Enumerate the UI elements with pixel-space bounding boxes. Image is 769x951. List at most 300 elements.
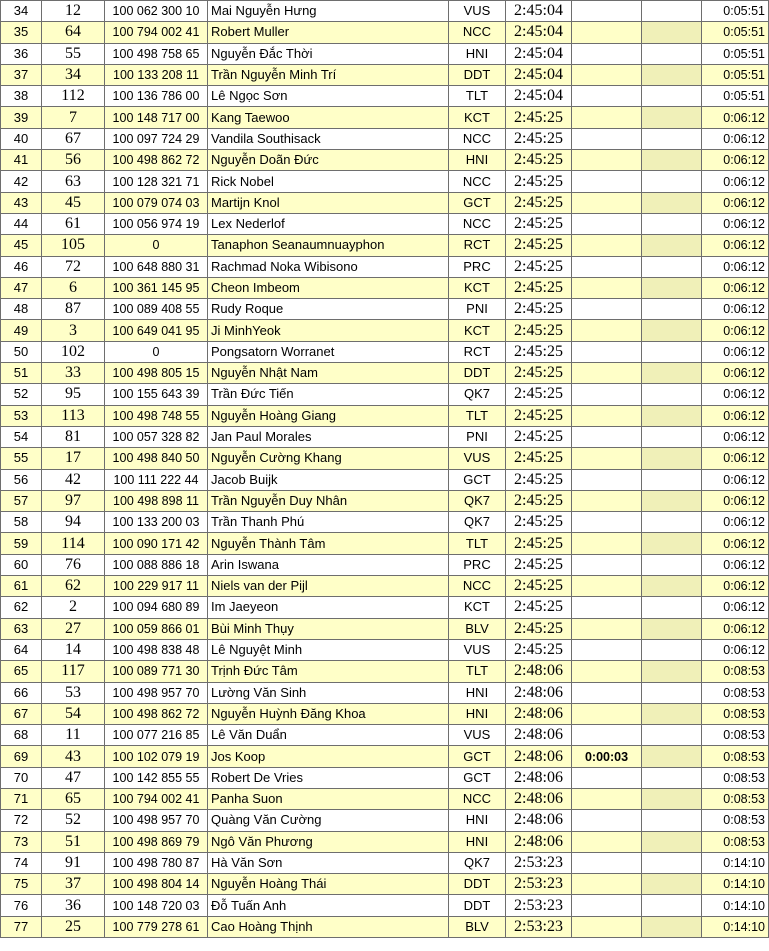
time-gap-cell: 0:06:12 [702,256,769,277]
team-code-cell: RCT [449,235,506,256]
finish-time-cell: 2:45:25 [506,320,572,341]
empty-cell [642,554,702,575]
empty-cell [642,150,702,171]
uci-id-cell: 100 077 216 85 [105,725,208,746]
uci-id-cell: 100 089 408 55 [105,299,208,320]
uci-id-cell: 100 498 898 11 [105,490,208,511]
team-code-cell: NCC [449,576,506,597]
rider-name-cell: Nguyễn Cường Khang [208,448,449,469]
table-row [1,554,769,575]
rider-name-cell: Lex Nederlof [208,213,449,234]
rider-name-cell: Jacob Buijk [208,469,449,490]
empty-cell [642,22,702,43]
bib-cell: 52 [42,810,105,831]
empty-cell [642,490,702,511]
finish-time-cell: 2:45:25 [506,618,572,639]
empty-cell [642,107,702,128]
uci-id-cell: 100 097 724 29 [105,128,208,149]
rank-cell: 48 [1,299,42,320]
team-code-cell: DDT [449,895,506,916]
uci-id-cell: 100 229 917 11 [105,576,208,597]
uci-id-cell: 100 079 074 03 [105,192,208,213]
bib-cell: 47 [42,767,105,788]
rank-cell: 74 [1,852,42,873]
table-row [1,107,769,128]
table-row [1,405,769,426]
bonus-time-cell [572,512,642,533]
empty-cell [642,661,702,682]
bonus-time-cell [572,405,642,426]
time-gap-cell: 0:06:12 [702,597,769,618]
rider-name-cell: Trần Nguyễn Duy Nhân [208,490,449,511]
time-gap-cell: 0:08:53 [702,810,769,831]
rider-name-cell: Nguyễn Thành Tâm [208,533,449,554]
uci-id-cell: 100 648 880 31 [105,256,208,277]
uci-id-cell: 100 128 321 71 [105,171,208,192]
table-row [1,810,769,831]
finish-time-cell: 2:45:25 [506,192,572,213]
uci-id-cell: 100 498 805 15 [105,363,208,384]
rank-cell: 50 [1,341,42,362]
empty-cell [642,405,702,426]
table-row [1,746,769,767]
time-gap-cell: 0:06:12 [702,192,769,213]
rider-name-cell: Nguyễn Nhật Nam [208,363,449,384]
empty-cell [642,86,702,107]
time-gap-cell: 0:06:12 [702,363,769,384]
time-gap-cell: 0:06:12 [702,341,769,362]
time-gap-cell: 0:14:10 [702,874,769,895]
finish-time-cell: 2:48:06 [506,746,572,767]
empty-cell [642,788,702,809]
time-gap-cell: 0:08:53 [702,703,769,724]
table-row [1,22,769,43]
bib-cell: 91 [42,852,105,873]
uci-id-cell: 100 090 171 42 [105,533,208,554]
time-gap-cell: 0:05:51 [702,64,769,85]
rank-cell: 67 [1,703,42,724]
results-body [1,1,769,938]
bib-cell: 97 [42,490,105,511]
time-gap-cell: 0:06:12 [702,171,769,192]
table-row [1,852,769,873]
team-code-cell: TLT [449,405,506,426]
team-code-cell: NCC [449,213,506,234]
bonus-time-cell [572,86,642,107]
bib-cell: 6 [42,277,105,298]
time-gap-cell: 0:08:53 [702,767,769,788]
rank-cell: 39 [1,107,42,128]
team-code-cell: GCT [449,192,506,213]
finish-time-cell: 2:45:04 [506,1,572,22]
team-code-cell: VUS [449,639,506,660]
time-gap-cell: 0:14:10 [702,916,769,937]
finish-time-cell: 2:45:25 [506,597,572,618]
rider-name-cell: Rick Nobel [208,171,449,192]
table-row [1,213,769,234]
table-row [1,128,769,149]
bonus-time-cell [572,448,642,469]
uci-id-cell: 100 148 717 00 [105,107,208,128]
table-row [1,703,769,724]
bonus-time-cell [572,597,642,618]
finish-time-cell: 2:45:25 [506,448,572,469]
bib-cell: 76 [42,554,105,575]
uci-id-cell: 100 779 278 61 [105,916,208,937]
rank-cell: 57 [1,490,42,511]
finish-time-cell: 2:45:25 [506,171,572,192]
table-row [1,256,769,277]
rank-cell: 51 [1,363,42,384]
table-row [1,490,769,511]
team-code-cell: HNI [449,703,506,724]
bonus-time-cell: 0:00:03 [572,746,642,767]
empty-cell [642,128,702,149]
bib-cell: 3 [42,320,105,341]
rank-cell: 55 [1,448,42,469]
bib-cell: 37 [42,874,105,895]
rank-cell: 38 [1,86,42,107]
uci-id-cell: 100 498 780 87 [105,852,208,873]
bib-cell: 62 [42,576,105,597]
bib-cell: 42 [42,469,105,490]
finish-time-cell: 2:45:25 [506,576,572,597]
team-code-cell: GCT [449,746,506,767]
empty-cell [642,682,702,703]
uci-id-cell: 100 057 328 82 [105,426,208,447]
finish-time-cell: 2:48:06 [506,810,572,831]
table-row [1,299,769,320]
bib-cell: 14 [42,639,105,660]
team-code-cell: DDT [449,64,506,85]
bib-cell: 17 [42,448,105,469]
bonus-time-cell [572,916,642,937]
table-row [1,150,769,171]
bonus-time-cell [572,810,642,831]
rank-cell: 60 [1,554,42,575]
empty-cell [642,448,702,469]
rank-cell: 44 [1,213,42,234]
uci-id-cell: 100 498 957 70 [105,810,208,831]
finish-time-cell: 2:53:23 [506,916,572,937]
finish-time-cell: 2:45:25 [506,363,572,384]
empty-cell [642,64,702,85]
time-gap-cell: 0:06:12 [702,448,769,469]
rider-name-cell: Cao Hoàng Thịnh [208,916,449,937]
uci-id-cell: 0 [105,341,208,362]
finish-time-cell: 2:45:25 [506,490,572,511]
bib-cell: 105 [42,235,105,256]
time-gap-cell: 0:05:51 [702,1,769,22]
bonus-time-cell [572,150,642,171]
bonus-time-cell [572,831,642,852]
table-row [1,426,769,447]
uci-id-cell: 100 148 720 03 [105,895,208,916]
table-row [1,576,769,597]
rank-cell: 47 [1,277,42,298]
rank-cell: 73 [1,831,42,852]
bonus-time-cell [572,788,642,809]
rider-name-cell: Rachmad Noka Wibisono [208,256,449,277]
finish-time-cell: 2:45:25 [506,150,572,171]
bib-cell: 2 [42,597,105,618]
bonus-time-cell [572,64,642,85]
table-row [1,618,769,639]
finish-time-cell: 2:53:23 [506,852,572,873]
bonus-time-cell [572,426,642,447]
rank-cell: 46 [1,256,42,277]
rider-name-cell: Nguyễn Doãn Đức [208,150,449,171]
bonus-time-cell [572,895,642,916]
table-row [1,916,769,937]
time-gap-cell: 0:05:51 [702,86,769,107]
time-gap-cell: 0:06:12 [702,469,769,490]
bib-cell: 51 [42,831,105,852]
table-row [1,448,769,469]
bonus-time-cell [572,22,642,43]
rank-cell: 52 [1,384,42,405]
team-code-cell: DDT [449,363,506,384]
rank-cell: 53 [1,405,42,426]
rider-name-cell: Nguyễn Hoàng Thái [208,874,449,895]
uci-id-cell: 100 088 886 18 [105,554,208,575]
table-row [1,895,769,916]
bonus-time-cell [572,213,642,234]
rider-name-cell: Vandila Southisack [208,128,449,149]
rider-name-cell: Trần Đức Tiến [208,384,449,405]
bib-cell: 95 [42,384,105,405]
rider-name-cell: Trần Thanh Phú [208,512,449,533]
rider-name-cell: Ji MinhYeok [208,320,449,341]
table-row [1,725,769,746]
finish-time-cell: 2:45:25 [506,256,572,277]
rank-cell: 41 [1,150,42,171]
rider-name-cell: Ngô Văn Phương [208,831,449,852]
time-gap-cell: 0:14:10 [702,895,769,916]
rider-name-cell: Lê Văn Duẩn [208,725,449,746]
empty-cell [642,533,702,554]
table-row [1,171,769,192]
team-code-cell: TLT [449,86,506,107]
team-code-cell: PNI [449,299,506,320]
finish-time-cell: 2:45:04 [506,64,572,85]
team-code-cell: QK7 [449,852,506,873]
finish-time-cell: 2:53:23 [506,895,572,916]
time-gap-cell: 0:08:53 [702,746,769,767]
team-code-cell: HNI [449,831,506,852]
empty-cell [642,192,702,213]
finish-time-cell: 2:45:25 [506,554,572,575]
empty-cell [642,256,702,277]
time-gap-cell: 0:06:12 [702,213,769,234]
table-row [1,767,769,788]
team-code-cell: QK7 [449,490,506,511]
bonus-time-cell [572,256,642,277]
rank-cell: 71 [1,788,42,809]
table-row [1,682,769,703]
finish-time-cell: 2:45:25 [506,639,572,660]
bib-cell: 72 [42,256,105,277]
bonus-time-cell [572,725,642,746]
finish-time-cell: 2:45:25 [506,277,572,298]
finish-time-cell: 2:53:23 [506,874,572,895]
time-gap-cell: 0:06:12 [702,299,769,320]
rider-name-cell: Lường Văn Sinh [208,682,449,703]
bonus-time-cell [572,341,642,362]
bonus-time-cell [572,874,642,895]
bonus-time-cell [572,703,642,724]
uci-id-cell: 100 498 758 65 [105,43,208,64]
table-row [1,831,769,852]
rank-cell: 62 [1,597,42,618]
bib-cell: 55 [42,43,105,64]
time-gap-cell: 0:06:12 [702,618,769,639]
table-row [1,1,769,22]
bib-cell: 33 [42,363,105,384]
team-code-cell: PNI [449,426,506,447]
rider-name-cell: Arin Iswana [208,554,449,575]
rider-name-cell: Mai Nguyễn Hưng [208,1,449,22]
table-row [1,363,769,384]
rider-name-cell: Kang Taewoo [208,107,449,128]
rider-name-cell: Jos Koop [208,746,449,767]
uci-id-cell: 100 498 804 14 [105,874,208,895]
bib-cell: 114 [42,533,105,554]
rider-name-cell: Robert De Vries [208,767,449,788]
finish-time-cell: 2:45:25 [506,469,572,490]
rank-cell: 34 [1,1,42,22]
rank-cell: 40 [1,128,42,149]
table-row [1,43,769,64]
bib-cell: 34 [42,64,105,85]
team-code-cell: PRC [449,554,506,575]
finish-time-cell: 2:45:25 [506,235,572,256]
empty-cell [642,363,702,384]
rank-cell: 42 [1,171,42,192]
bib-cell: 81 [42,426,105,447]
rider-name-cell: Im Jaeyeon [208,597,449,618]
empty-cell [642,341,702,362]
rider-name-cell: Pongsatorn Worranet [208,341,449,362]
bib-cell: 63 [42,171,105,192]
rank-cell: 61 [1,576,42,597]
time-gap-cell: 0:08:53 [702,661,769,682]
table-row [1,533,769,554]
uci-id-cell: 100 056 974 19 [105,213,208,234]
bib-cell: 112 [42,86,105,107]
bib-cell: 64 [42,22,105,43]
finish-time-cell: 2:45:25 [506,533,572,554]
bonus-time-cell [572,384,642,405]
bib-cell: 27 [42,618,105,639]
time-gap-cell: 0:06:12 [702,107,769,128]
finish-time-cell: 2:45:04 [506,86,572,107]
finish-time-cell: 2:45:04 [506,43,572,64]
team-code-cell: KCT [449,320,506,341]
bib-cell: 7 [42,107,105,128]
rider-name-cell: Tanaphon Seanaumnuayphon [208,235,449,256]
uci-id-cell: 100 498 869 79 [105,831,208,852]
rank-cell: 54 [1,426,42,447]
table-row [1,277,769,298]
empty-cell [642,43,702,64]
bonus-time-cell [572,235,642,256]
uci-id-cell: 100 498 838 48 [105,639,208,660]
uci-id-cell: 100 498 957 70 [105,682,208,703]
rider-name-cell: Trần Nguyễn Minh Trí [208,64,449,85]
empty-cell [642,916,702,937]
rank-cell: 66 [1,682,42,703]
time-gap-cell: 0:14:10 [702,852,769,873]
empty-cell [642,746,702,767]
uci-id-cell: 100 498 862 72 [105,150,208,171]
bib-cell: 61 [42,213,105,234]
time-gap-cell: 0:08:53 [702,788,769,809]
finish-time-cell: 2:45:04 [506,22,572,43]
time-gap-cell: 0:06:12 [702,512,769,533]
team-code-cell: KCT [449,277,506,298]
finish-time-cell: 2:48:06 [506,788,572,809]
table-row [1,597,769,618]
bib-cell: 87 [42,299,105,320]
team-code-cell: VUS [449,1,506,22]
bonus-time-cell [572,639,642,660]
empty-cell [642,299,702,320]
rank-cell: 56 [1,469,42,490]
uci-id-cell: 100 059 866 01 [105,618,208,639]
team-code-cell: NCC [449,22,506,43]
empty-cell [642,469,702,490]
time-gap-cell: 0:06:12 [702,426,769,447]
time-gap-cell: 0:06:12 [702,554,769,575]
uci-id-cell: 100 155 643 39 [105,384,208,405]
bonus-time-cell [572,661,642,682]
empty-cell [642,639,702,660]
finish-time-cell: 2:48:06 [506,682,572,703]
uci-id-cell: 0 [105,235,208,256]
finish-time-cell: 2:45:25 [506,341,572,362]
uci-id-cell: 100 649 041 95 [105,320,208,341]
time-gap-cell: 0:06:12 [702,150,769,171]
team-code-cell: HNI [449,810,506,831]
bonus-time-cell [572,171,642,192]
empty-cell [642,831,702,852]
bib-cell: 54 [42,703,105,724]
team-code-cell: HNI [449,682,506,703]
uci-id-cell: 100 136 786 00 [105,86,208,107]
bonus-time-cell [572,107,642,128]
rank-cell: 65 [1,661,42,682]
uci-id-cell: 100 133 200 03 [105,512,208,533]
bib-cell: 12 [42,1,105,22]
rider-name-cell: Niels van der Pijl [208,576,449,597]
rank-cell: 72 [1,810,42,831]
bib-cell: 56 [42,150,105,171]
bonus-time-cell [572,277,642,298]
bonus-time-cell [572,192,642,213]
finish-time-cell: 2:48:06 [506,703,572,724]
rider-name-cell: Quàng Văn Cường [208,810,449,831]
uci-id-cell: 100 062 300 10 [105,1,208,22]
table-row [1,86,769,107]
team-code-cell: TLT [449,661,506,682]
rank-cell: 43 [1,192,42,213]
team-code-cell: HNI [449,150,506,171]
bib-cell: 113 [42,405,105,426]
uci-id-cell: 100 361 145 95 [105,277,208,298]
team-code-cell: NCC [449,171,506,192]
empty-cell [642,426,702,447]
